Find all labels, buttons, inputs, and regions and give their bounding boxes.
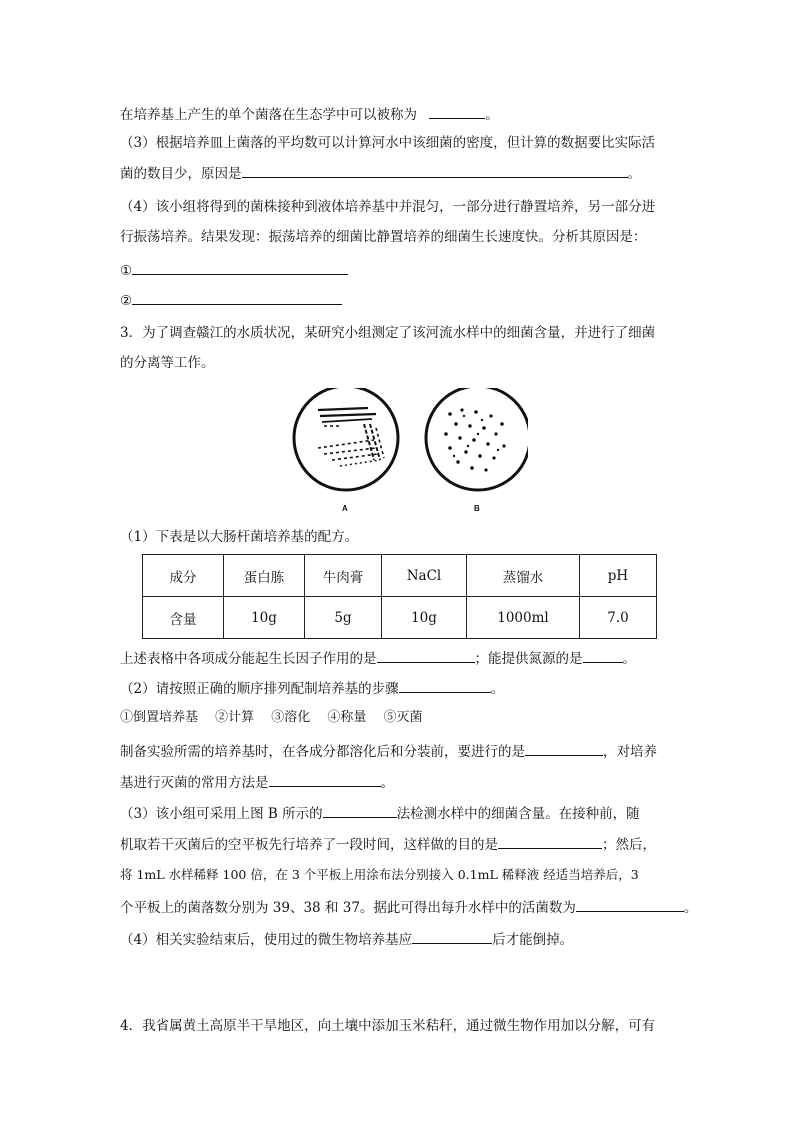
table-cell: 蒸馏水 bbox=[467, 555, 580, 597]
text-line bbox=[120, 741, 657, 761]
text-line bbox=[120, 772, 394, 792]
table-cell: 10g bbox=[382, 597, 467, 639]
text-line: （4）该小组将得到的菌株接种到液体培养基中并混匀，一部分进行静置培养，另一部分进 bbox=[120, 199, 656, 215]
text-segment: 上述表格中各项成分能起生长因子作用的是 bbox=[120, 651, 377, 667]
answer-blank[interactable] bbox=[132, 260, 348, 275]
text-segment: ；然后， bbox=[602, 837, 656, 853]
text-segment: 机取若干灭菌后的空平板先行培养了一段时间，这样做的目的是 bbox=[120, 837, 498, 853]
text-line: 将 1mL 水样稀释 100 倍，在 3 个平板上用涂布法分别接入 0.1mL 稀释液 经适当培养后，3 bbox=[120, 867, 639, 882]
text-segment: （2）请按照正确的顺序排列配制培养基的步骤 bbox=[120, 681, 399, 697]
text-segment: 。 bbox=[485, 107, 499, 123]
text-line bbox=[120, 648, 636, 668]
text-line bbox=[120, 290, 342, 310]
table-cell: 成分 bbox=[143, 555, 224, 597]
text-segment: 。 bbox=[380, 775, 394, 791]
figure-label-a: A bbox=[342, 504, 348, 513]
table-row bbox=[143, 597, 657, 639]
text-segment: 后才能倒掉。 bbox=[492, 932, 574, 948]
text-segment: 。 bbox=[683, 900, 698, 916]
text-segment: 个平板上的菌落数分别为 39、38 和 37。据此可得出每升水样中的活菌数为 bbox=[120, 900, 576, 916]
answer-blank[interactable] bbox=[377, 648, 475, 663]
table-cell: 7.0 bbox=[580, 597, 657, 639]
text-segment: 法检测水样中的细菌含量。在接种前，随 bbox=[396, 806, 640, 822]
text-line: （1）下表是以大肠杆菌培养基的配方。 bbox=[120, 529, 359, 545]
text-segment: 。 bbox=[627, 166, 641, 182]
answer-blank[interactable] bbox=[525, 741, 603, 756]
dish-a bbox=[294, 388, 398, 490]
text-line: 4．我省属黄土高原半干旱地区，向土壤中添加玉米秸秆，通过微生物作用加以分解，可有 bbox=[120, 1018, 656, 1034]
recipe-table bbox=[142, 554, 657, 639]
dish-b bbox=[426, 388, 528, 490]
text-segment: 。 bbox=[622, 651, 636, 667]
answer-blank[interactable] bbox=[583, 648, 623, 663]
table-header-row bbox=[143, 555, 657, 597]
table-cell: 蛋白胨 bbox=[224, 555, 305, 597]
answer-blank[interactable] bbox=[242, 163, 628, 178]
answer-blank[interactable] bbox=[399, 678, 491, 693]
text-line bbox=[120, 803, 640, 823]
figure-label-b: B bbox=[474, 504, 480, 513]
table-cell: 牛肉膏 bbox=[305, 555, 382, 597]
text-segment: （4）相关实验结束后，使用过的微生物培养基应 bbox=[120, 932, 413, 948]
petri-dish-figure bbox=[288, 388, 528, 518]
table-cell: 1000ml bbox=[467, 597, 580, 639]
text-segment: 。 bbox=[490, 681, 505, 697]
petri-dishes-drawing bbox=[288, 388, 528, 518]
text-segment: ② bbox=[120, 293, 133, 309]
table-cell: NaCl bbox=[382, 555, 467, 597]
text-line bbox=[120, 678, 504, 698]
answer-blank[interactable] bbox=[498, 834, 602, 849]
text-segment: 在培养基上产生的单个菌落在生态学中可以被称为 bbox=[120, 107, 417, 123]
answer-blank[interactable] bbox=[323, 803, 397, 818]
text-segment: ，对培养 bbox=[603, 744, 657, 760]
table-cell: pH bbox=[580, 555, 657, 597]
text-line bbox=[120, 834, 656, 854]
text-line bbox=[120, 104, 499, 124]
text-line: 的分离等工作。 bbox=[120, 355, 215, 371]
text-line bbox=[120, 929, 573, 949]
text-segment: 基进行灭菌的常用方法是 bbox=[120, 775, 269, 791]
text-line bbox=[120, 897, 697, 917]
text-line: 行振荡培养。结果发现：振荡培养的细菌比静置培养的细菌生长速度快。分析其原因是： bbox=[120, 229, 647, 245]
text-segment: ；能提供氮源的是 bbox=[474, 651, 583, 667]
text-segment: （3）该小组可采用上图 B 所示的 bbox=[120, 806, 323, 822]
answer-blank[interactable] bbox=[429, 104, 485, 119]
text-segment: 制备实验所需的培养基时，在各成分都溶化后和分装前，要进行的是 bbox=[120, 744, 525, 760]
text-line: （3）根据培养皿上菌落的平均数可以计算河水中该细菌的密度，但计算的数据要比实际活 bbox=[120, 135, 656, 151]
table-cell: 5g bbox=[305, 597, 382, 639]
text-line: ①倒置培养基 ②计算 ③溶化 ④称量 ⑤灭菌 bbox=[120, 710, 423, 725]
answer-blank[interactable] bbox=[412, 929, 492, 944]
text-line bbox=[120, 260, 348, 280]
text-segment: ① bbox=[120, 263, 133, 279]
answer-blank[interactable] bbox=[132, 290, 342, 305]
text-segment: 菌的数目少，原因是 bbox=[120, 166, 242, 182]
table-cell: 含量 bbox=[143, 597, 224, 639]
answer-blank[interactable] bbox=[269, 772, 381, 787]
text-line: 3．为了调查赣江的水质状况，某研究小组测定了该河流水样中的细菌含量，并进行了细菌 bbox=[120, 325, 656, 341]
table-cell: 10g bbox=[224, 597, 305, 639]
answer-blank[interactable] bbox=[576, 897, 684, 912]
text-line bbox=[120, 163, 641, 183]
